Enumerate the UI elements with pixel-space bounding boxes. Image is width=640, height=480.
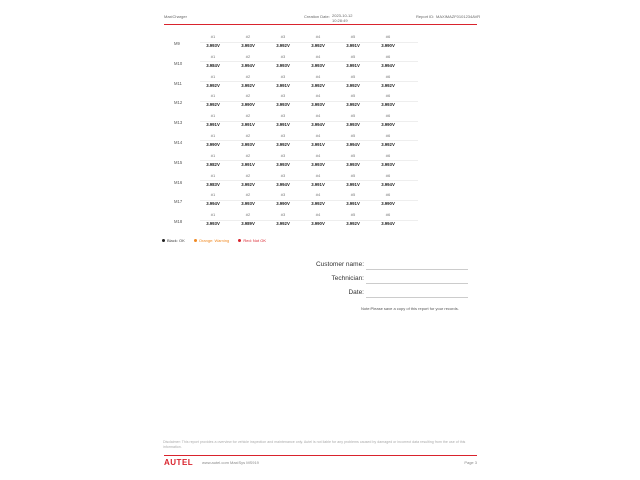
cell-voltage-value: 3.991V [346, 201, 360, 207]
cell-number: #2 [245, 73, 251, 79]
module-name: M11 [174, 80, 182, 86]
legend-warning: Orange: Warning [194, 238, 233, 243]
footer-divider [164, 455, 477, 456]
cell-number: #2 [245, 212, 251, 218]
cell-number: #5 [350, 192, 356, 198]
cell-voltage-value: 3.992V [381, 82, 395, 88]
cell-number: #6 [385, 113, 391, 119]
cell-number: #4 [315, 172, 321, 178]
creation-time: 10:28:49 [332, 17, 348, 23]
cell-voltage-value: 3.993V [241, 141, 255, 147]
cell-voltage-value: 3.994V [206, 201, 220, 207]
cell-number: #3 [280, 93, 286, 99]
cell-number: #3 [280, 34, 286, 39]
cell-voltage-value: 3.992V [206, 82, 220, 88]
cell-number: #5 [350, 152, 356, 158]
cell-number: #2 [245, 132, 251, 138]
cell-voltage-value: 3.994V [381, 221, 395, 227]
cell-number: #6 [385, 192, 391, 198]
creation-date-value [332, 14, 352, 23]
cell-number: #3 [280, 132, 286, 138]
cell-voltage-value: 3.994V [381, 62, 395, 68]
footer-url: www.autel.com [202, 460, 229, 465]
legend-not-ok: Red: Not OK [238, 238, 270, 243]
cell-voltage-value: 3.989V [241, 221, 255, 227]
cell-number: #4 [315, 113, 321, 119]
cell-voltage-value: 3.994V [241, 62, 255, 68]
module-name: M12 [174, 100, 183, 106]
module-name: M18 [174, 219, 183, 225]
cell-voltage-value: 3.992V [206, 102, 220, 108]
save-copy-note: Note:Please save a copy of this report for your records. [361, 306, 459, 311]
cell-voltage-value: 3.994V [276, 181, 290, 187]
cell-number: #3 [280, 53, 286, 59]
cell-number: #1 [210, 152, 216, 158]
cell-voltage-value: 3.992V [241, 82, 255, 88]
cell-number: #4 [315, 34, 321, 39]
cell-voltage-value: 3.982V [206, 161, 220, 167]
brand-name: MaxiCharger [164, 14, 187, 19]
report-id-value: MAXIMAZF0101234AVR [436, 14, 481, 19]
cell-number: #4 [315, 152, 321, 158]
cell-number: #6 [385, 152, 391, 158]
report-page [158, 8, 483, 468]
cell-number: #1 [210, 34, 216, 39]
cell-voltage-value: 3.991V [311, 181, 325, 187]
cell-voltage-value: 3.990V [311, 221, 325, 227]
cell-number: #3 [280, 212, 286, 218]
module-name: M14 [174, 139, 183, 145]
cell-voltage-value: 3.992V [346, 82, 360, 88]
customer-name-label: Customer name: [315, 261, 364, 268]
signature-block [308, 261, 468, 303]
module-name: M17 [174, 199, 183, 205]
module-row [162, 33, 418, 53]
module-name: M9 [174, 41, 180, 46]
module-row [162, 92, 418, 112]
cell-number: #3 [280, 192, 286, 198]
cell-number: #2 [245, 53, 251, 59]
cell-number: #1 [210, 132, 216, 138]
cell-voltage-value: 3.993V [206, 221, 220, 227]
cell-number: #1 [210, 93, 216, 99]
date-line [366, 297, 468, 298]
cell-voltage-value: 3.993V [381, 161, 395, 167]
cell-number: #5 [350, 172, 356, 178]
cell-voltage-value: 3.991V [241, 122, 255, 128]
cell-voltage-value: 3.993V [276, 161, 290, 167]
cell-voltage-value: 3.990V [381, 43, 395, 48]
cell-voltage-value: 3.990V [241, 102, 255, 108]
cell-voltage-value: 3.993V [311, 102, 325, 108]
module-row [162, 132, 418, 152]
technician-label: Technician: [331, 275, 364, 282]
cell-voltage-value: 3.992V [311, 82, 325, 88]
cell-voltage-value: 3.991V [241, 161, 255, 167]
cell-voltage-value: 3.991V [346, 62, 360, 68]
cell-voltage-value: 3.992V [381, 141, 395, 147]
cell-voltage-value: 3.992V [276, 221, 290, 227]
cell-number: #2 [245, 152, 251, 158]
cell-voltage-value: 3.992V [276, 43, 290, 48]
cell-voltage-value: 3.991V [346, 181, 360, 187]
cell-number: #2 [245, 93, 251, 99]
cell-number: #5 [350, 73, 356, 79]
module-name: M10 [174, 60, 183, 66]
cell-voltage-value: 3.991V [311, 141, 325, 147]
cell-number: #3 [280, 113, 286, 119]
cell-voltage-value: 3.994V [311, 122, 325, 128]
creation-date: 2023-10-12 [332, 13, 353, 18]
cell-number: #6 [385, 132, 391, 138]
customer-name-line [366, 269, 468, 270]
module-name: M13 [174, 120, 183, 126]
cell-number: #4 [315, 73, 321, 79]
cell-voltage-value: 3.993V [346, 122, 360, 128]
cell-voltage-value: 3.992V [241, 181, 255, 187]
cell-voltage-value: 3.990V [381, 201, 395, 207]
cell-voltage-value: 3.992V [276, 141, 290, 147]
cell-voltage-value: 3.993V [311, 161, 325, 167]
cell-number: #5 [350, 132, 356, 138]
cell-voltage-value: 3.993V [241, 201, 255, 207]
cell-voltage-table [162, 33, 418, 231]
report-id-label: Report ID: [416, 14, 435, 19]
legend-ok: Black: OK [162, 238, 189, 243]
cell-voltage-value: 3.991V [346, 43, 360, 48]
cell-voltage-value: 3.993V [276, 62, 290, 68]
module-row [162, 152, 418, 172]
cell-number: #3 [280, 73, 286, 79]
cell-number: #6 [385, 53, 391, 59]
cell-number: #4 [315, 192, 321, 198]
page-number: Page 3 [464, 460, 477, 465]
cell-number: #4 [315, 53, 321, 59]
cell-number: #5 [350, 93, 356, 99]
cell-voltage-value: 3.991V [276, 122, 290, 128]
module-row [162, 112, 418, 132]
cell-number: #2 [245, 172, 251, 178]
cell-voltage-value: 3.992V [311, 43, 325, 48]
module-name: M16 [174, 179, 183, 185]
cell-number: #5 [350, 113, 356, 119]
cell-number: #1 [210, 73, 216, 79]
autel-logo: AUTEL [164, 458, 194, 467]
cell-number: #6 [385, 212, 391, 218]
cell-voltage-value: 3.992V [346, 102, 360, 108]
module-row [162, 172, 418, 192]
cell-voltage-value: 3.993V [276, 102, 290, 108]
report-header [164, 13, 481, 23]
cell-number: #5 [350, 212, 356, 218]
status-legend [162, 238, 274, 243]
header-divider [164, 24, 477, 25]
cell-number: #6 [385, 93, 391, 99]
cell-voltage-value: 3.992V [346, 221, 360, 227]
cell-number: #6 [385, 172, 391, 178]
cell-voltage-value: 3.994V [381, 181, 395, 187]
creation-date-label: Creation Date: [304, 14, 330, 19]
cell-voltage-value: 3.994V [346, 141, 360, 147]
cell-number: #4 [315, 93, 321, 99]
cell-voltage-value: 3.991V [206, 122, 220, 128]
cell-number: #2 [245, 113, 251, 119]
cell-voltage-value: 3.993V [346, 161, 360, 167]
cell-voltage-value: 3.983V [206, 181, 220, 187]
cell-number: #3 [280, 172, 286, 178]
cell-voltage-value: 3.990V [276, 201, 290, 207]
cell-voltage-value: 3.993V [241, 43, 255, 48]
module-row [162, 191, 418, 211]
cell-number: #1 [210, 212, 216, 218]
module-row [162, 53, 418, 73]
cell-number: #3 [280, 152, 286, 158]
cell-voltage-value: 3.990V [206, 141, 220, 147]
cell-number: #2 [245, 192, 251, 198]
cell-number: #1 [210, 172, 216, 178]
module-row [162, 211, 418, 231]
cell-voltage-value: 3.993V [381, 102, 395, 108]
cell-number: #6 [385, 34, 391, 39]
cell-number: #6 [385, 73, 391, 79]
date-label: Date: [348, 289, 364, 296]
cell-number: #1 [210, 192, 216, 198]
disclaimer-text: Disclaimer: This report provides a overview for vehicle inspection and maintenance only. Autel is not liable for any problems caused by damaged or incorrect data resulting from the use of this information. [163, 440, 466, 449]
module-row [162, 73, 418, 93]
cell-number: #4 [315, 132, 321, 138]
cell-number: #1 [210, 113, 216, 119]
cell-voltage-value: 3.992V [311, 201, 325, 207]
cell-voltage-value: 3.984V [206, 62, 220, 68]
cell-number: #4 [315, 212, 321, 218]
cell-voltage-value: 3.990V [381, 122, 395, 128]
cell-number: #2 [245, 34, 251, 39]
cell-voltage-value: 3.993V [311, 62, 325, 68]
cell-number: #1 [210, 53, 216, 59]
footer-model: MaxiSys MS919 [230, 460, 259, 465]
module-name: M15 [174, 159, 183, 165]
cell-number: #5 [350, 34, 356, 39]
cell-number: #5 [350, 53, 356, 59]
technician-line [366, 283, 468, 284]
report-footer [164, 458, 477, 468]
cell-voltage-value: 3.991V [276, 82, 290, 88]
cell-voltage-value: 3.993V [206, 43, 220, 48]
